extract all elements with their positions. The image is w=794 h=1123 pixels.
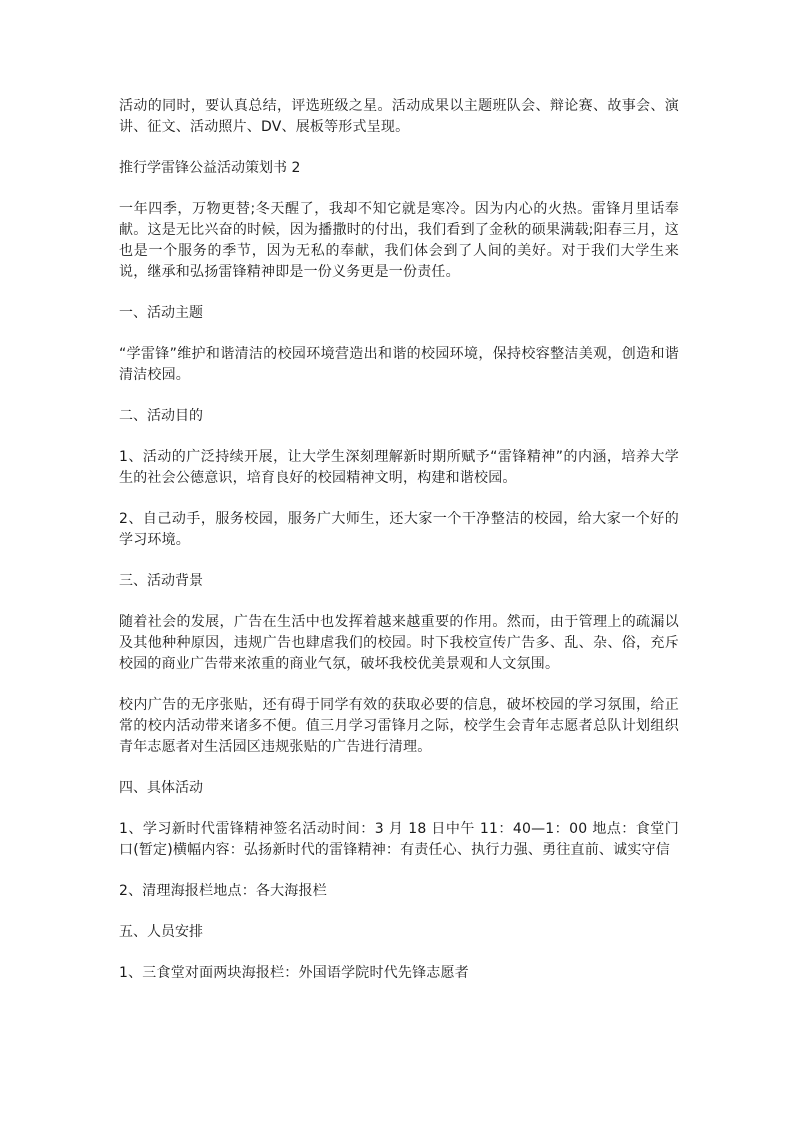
section-heading-staffing: 五、人员安排 — [119, 924, 203, 940]
paragraph-purpose-1: 1、活动的广泛持续开展，让大学生深刻理解新时期所赋予“雷锋精神”的内涵，培养大学生的社会公德意识，培育良好的校园精神文明，构建和谐校园。 — [119, 449, 679, 486]
paragraph-intro: 一年四季，万物更替;冬天醒了，我却不知它就是寒冷。因为内心的火热。雷锋月里话奉献。这是无比兴奋的时候，因为播撒时的付出，我们看到了金秋的硕果满载;阳春三月，这也是一个服务的季节，因为无私的奉献，我们体会到了人间的美好。对于我们大学生来说，继承和弘扬雷锋精神即是一份义务更是一份责任。 — [119, 201, 679, 280]
paragraph-theme: “学雷锋”维护和谐清洁的校园环境营造出和谐的校园环境，保持校容整洁美观，创造和谐清洁校园。 — [119, 346, 679, 383]
document-subtitle: 推行学雷锋公益活动策划书 2 — [119, 160, 301, 176]
paragraph-activity-1: 1、学习新时代雷锋精神签名活动时间：3 月 18 日中午 11：40—1：00 地点：食堂门口(暂定)横幅内容：弘扬新时代的雷锋精神：有责任心、执行力强、勇往直前、诚实守信 — [119, 821, 679, 858]
paragraph-activity-2: 2、清理海报栏地点：各大海报栏 — [119, 883, 327, 899]
section-heading-background: 三、活动背景 — [119, 573, 203, 589]
paragraph-staffing-1: 1、三食堂对面两块海报栏：外国语学院时代先锋志愿者 — [119, 965, 469, 981]
paragraph-background-2: 校内广告的无序张贴，还有碍于同学有效的获取必要的信息，破坏校园的学习氛围，给正常的校内活动带来诸多不便。值三月学习雷锋月之际，校学生会青年志愿者总队计划组织青年志愿者对生活园区违规张贴的广告进行清理。 — [119, 697, 679, 755]
paragraph-background-1: 随着社会的发展，广告在生活中也发挥着越来越重要的作用。然而，由于管理上的疏漏以及其他种种原因，违规广告也肆虐我们的校园。时下我校宣传广告多、乱、杂、俗，充斥校园的商业广告带来浓重的商业气氛，破坏我校优美景观和人文氛围。 — [119, 614, 679, 672]
paragraph-purpose-2: 2、自己动手，服务校园，服务广大师生，还大家一个干净整洁的校园，给大家一个好的学习环境。 — [119, 511, 679, 548]
document-page — [119, 96, 679, 1004]
section-heading-purpose: 二、活动目的 — [119, 408, 203, 424]
section-heading-activities: 四、具体活动 — [119, 780, 203, 796]
paragraph-activity-summary: 活动的同时，要认真总结，评选班级之星。活动成果以主题班队会、辩论赛、故事会、演讲、征文、活动照片、DV、展板等形式呈现。 — [119, 98, 679, 135]
section-heading-theme: 一、活动主题 — [119, 305, 203, 321]
